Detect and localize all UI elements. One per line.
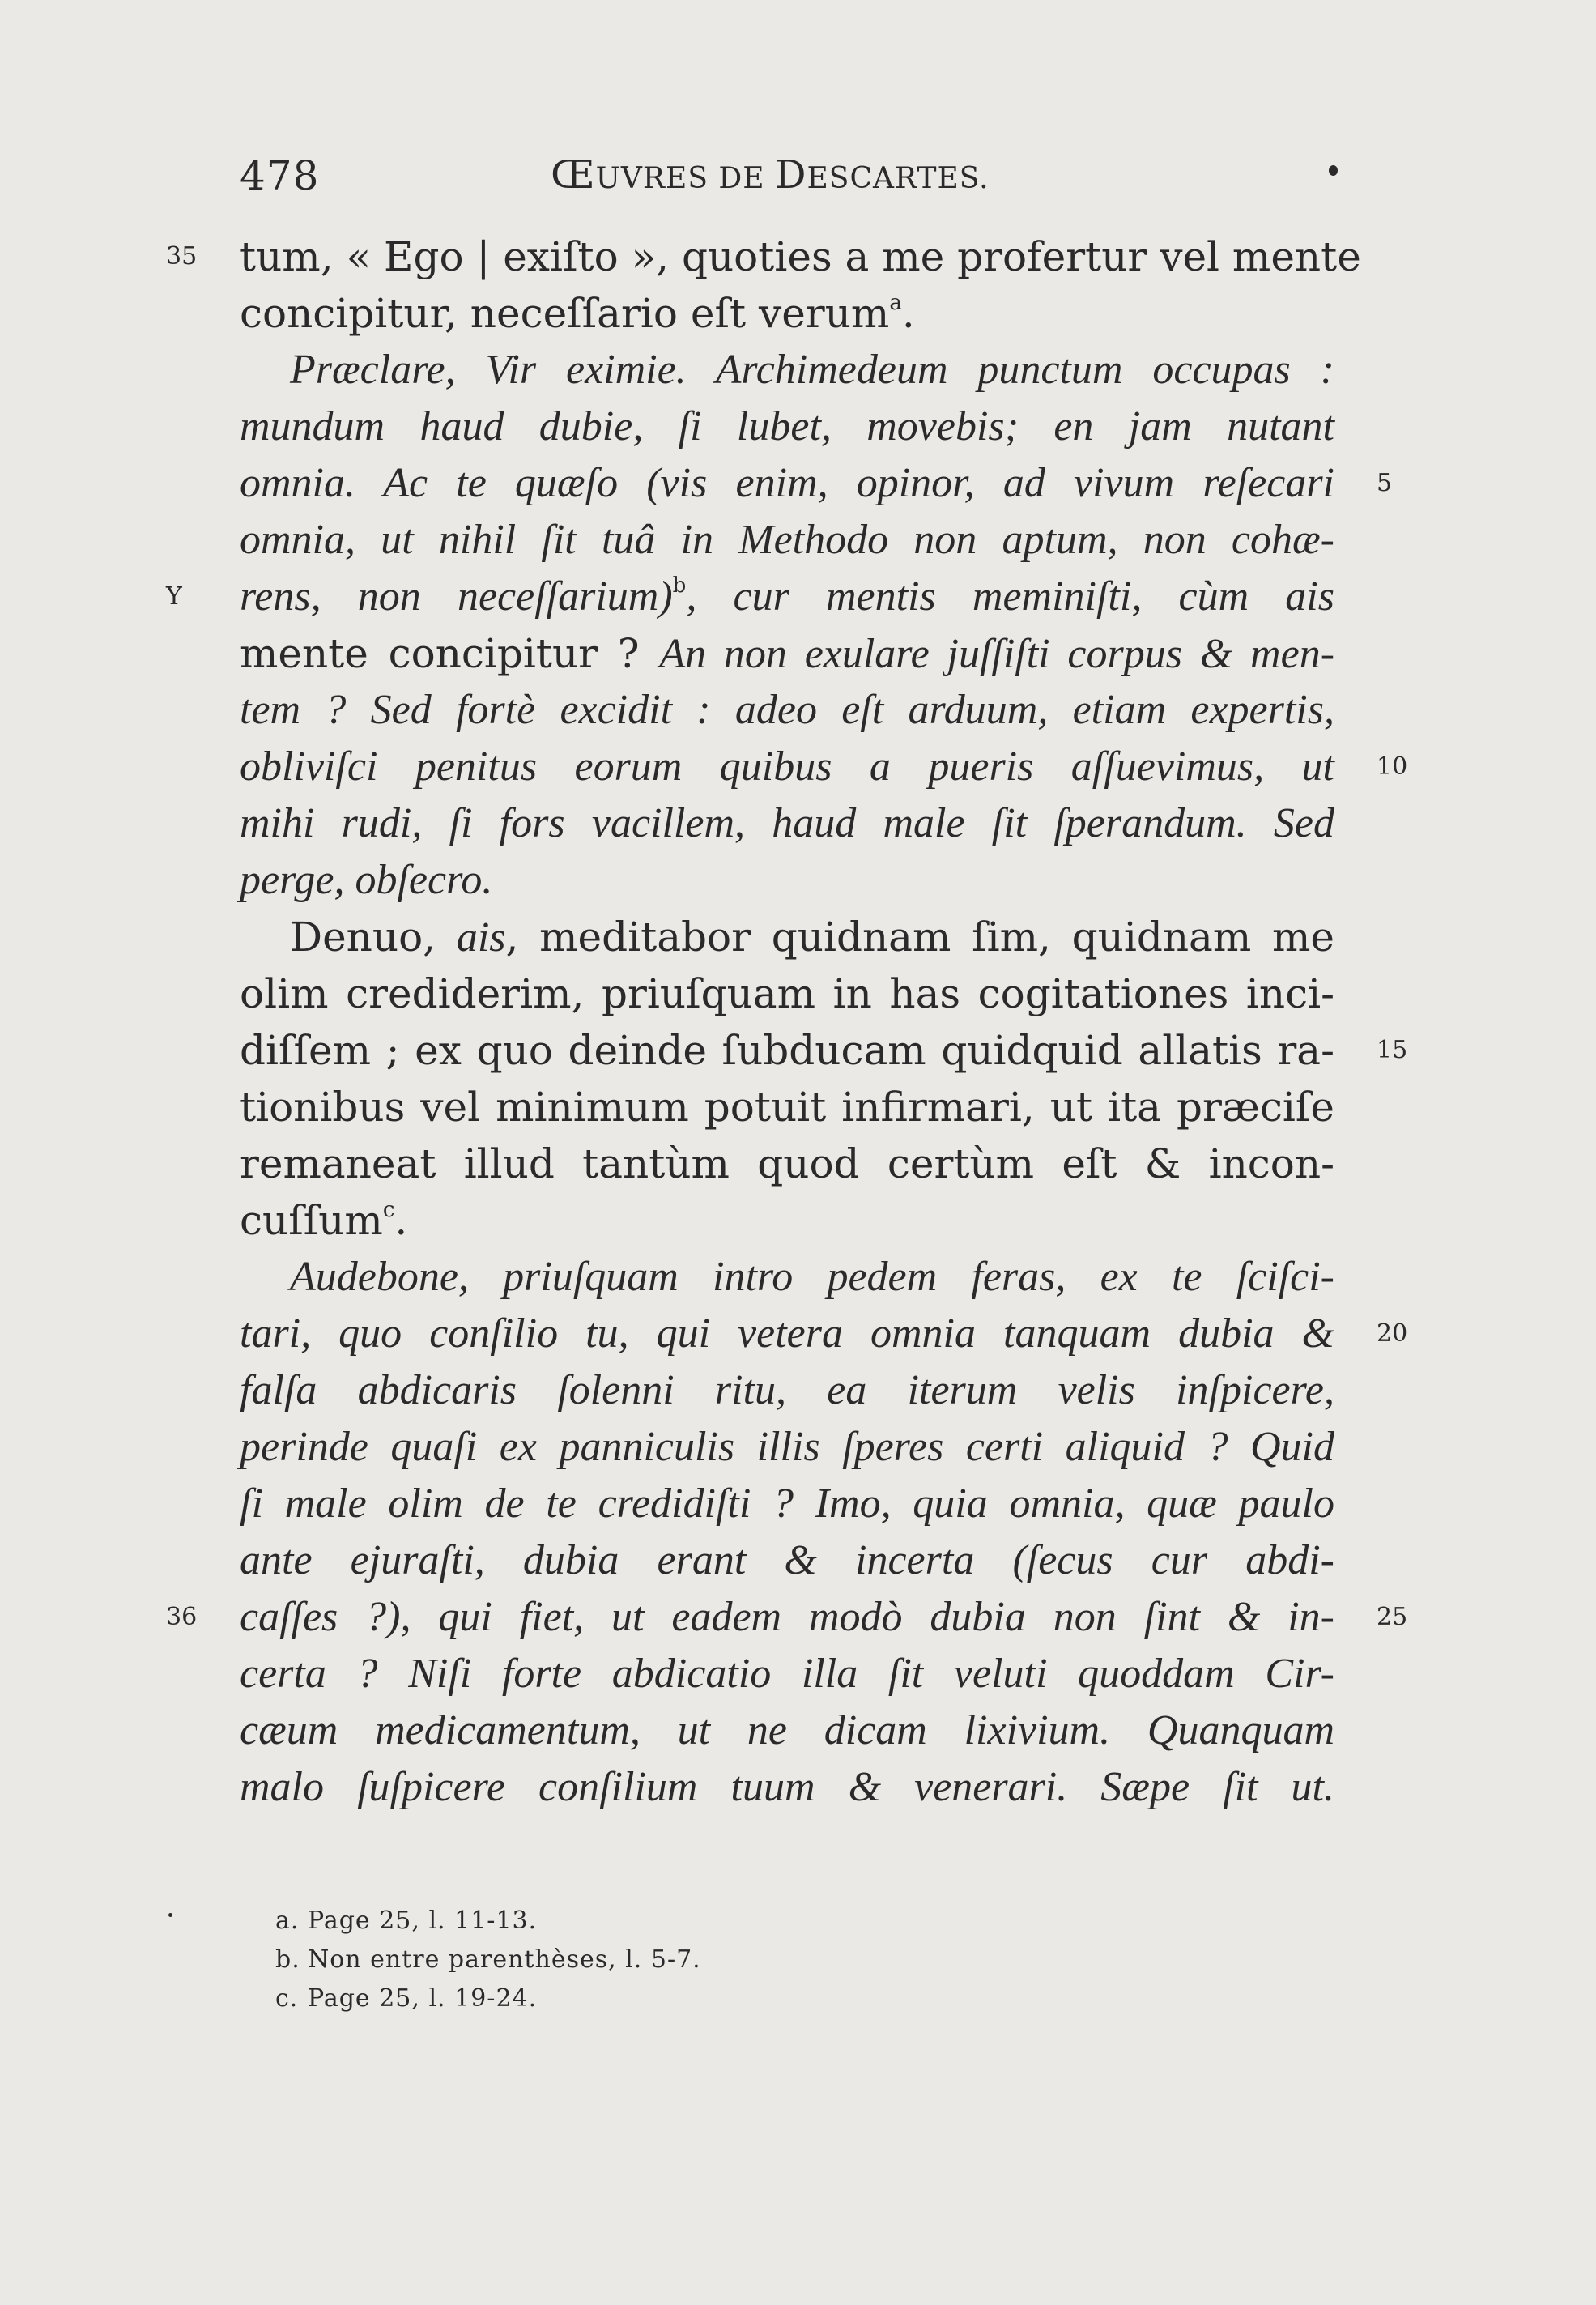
text-line: tionibus vel minimum potuit infirmari, ut ita præciſe: [240, 1084, 1334, 1131]
title-rest-2: ESCARTES.: [807, 162, 990, 195]
text-line: mente concipitur ? An non exulare juſſiſti corpus & men-: [240, 630, 1335, 677]
text-line: tem ? Sed fortè excidit : adeo eſt arduum, etiam expertis,: [240, 687, 1334, 733]
text-line: concipitur, neceſſario eſt verum$^a$.: [240, 290, 915, 337]
margin-marker-left: 35: [166, 242, 198, 271]
text-line: cæum medicamentum, ut ne dicam lixivium. Quanquam: [240, 1707, 1334, 1753]
footnotes: [275, 1902, 923, 2018]
page-number: 478: [240, 152, 320, 199]
text-line: falſa abdicaris ſolenni ritu, ea iterum velis inſpicere,: [240, 1367, 1334, 1413]
text-line: rens, non neceſſarium)$^b$, cur mentis meminiſti, cùm ais: [240, 573, 1334, 620]
running-title: [551, 152, 990, 198]
line-number: 15: [1377, 1036, 1408, 1064]
line-number: 5: [1377, 469, 1393, 497]
text-line: mihi rudi, ſi fors vacillem, haud male ſit ſperandum. Sed: [240, 800, 1334, 846]
text-line: remaneat illud tantùm quod certùm eſt & incon-: [240, 1140, 1334, 1187]
text-line: olim crediderim, priuſquam in has cogitationes inci-: [240, 970, 1334, 1017]
footnote-b: b. Non entre parenthèses, l. 5-7.: [275, 1945, 701, 1974]
text-line: tari, quo conſilio tu, qui vetera omnia tanquam dubia &: [240, 1310, 1334, 1357]
footnote-ref-b: b: [672, 573, 687, 598]
title-initial-1: Œ: [551, 152, 596, 198]
body-text: [240, 228, 1361, 1816]
text-line: Audebone, priuſquam intro pedem feras, ex te ſciſci-: [290, 1254, 1334, 1300]
footnote-c: c. Page 25, l. 19-24.: [275, 1984, 538, 2013]
text-line: omnia. Ac te quæſo (vis enim, opinor, ad vivum reſecari: [240, 460, 1334, 506]
text-line: mundum haud dubie, ſi lubet, movebis; en jam nutant: [240, 403, 1334, 449]
footnote-a: a. Page 25, l. 11-13.: [275, 1907, 538, 1935]
footnote-ref-a: a: [889, 291, 902, 315]
text-line: diſſem ; ex quo deinde ſubducam quidquid allatis ra-: [240, 1027, 1334, 1074]
text-line: omnia, ut nihil ſit tuâ in Methodo non aptum, non cohæ-: [240, 517, 1334, 563]
title-rest-1: UVRES DE: [595, 162, 776, 195]
footnote-ref-c: c: [382, 1198, 395, 1222]
margin-marker-left: Y: [166, 582, 182, 611]
text-line: obliviſci penitus eorum quibus a pueris aſſuevimus, ut: [240, 743, 1334, 790]
text-line: cuſſum$^c$.: [240, 1197, 408, 1244]
text-line: ſi male olim de te credidiſti ? Imo, quia omnia, quæ paulo: [240, 1481, 1334, 1527]
text-line: Præclare, Vir eximie. Archimedeum punctum occupas :: [290, 347, 1334, 393]
line-number: 25: [1377, 1603, 1408, 1631]
running-header: [240, 146, 1341, 202]
text-line: ante ejuraſti, dubia erant & incerta (ſecus cur abdi-: [240, 1537, 1334, 1583]
line-number: 20: [1377, 1319, 1408, 1348]
text-line: perinde quaſi ex panniculis illis ſperes certi aliquid ? Quid: [240, 1424, 1334, 1470]
footnote-ornament-dot: [168, 1913, 172, 1917]
header-ornament-dot: [1329, 165, 1338, 176]
text-line: tum, « Ego | exiſto », quoties a me profertur vel mente: [240, 233, 1361, 280]
text-line: malo ſuſpicere conſilium tuum & venerari. Sæpe ſit ut.: [240, 1764, 1334, 1810]
text-line: perge, obſecro.: [240, 857, 493, 903]
title-initial-2: D: [775, 152, 807, 198]
line-number: 10: [1377, 752, 1408, 781]
margin-marker-left: 36: [166, 1603, 198, 1631]
text-line: certa ? Niſi forte abdicatio illa ſit veluti quoddam Cir-: [240, 1651, 1334, 1697]
text-line: Denuo, ais, meditabor quidnam ſim, quidnam me: [290, 914, 1334, 961]
text-line: caſſes ?), qui fiet, ut eadem modò dubia non ſint & in-: [240, 1594, 1334, 1640]
